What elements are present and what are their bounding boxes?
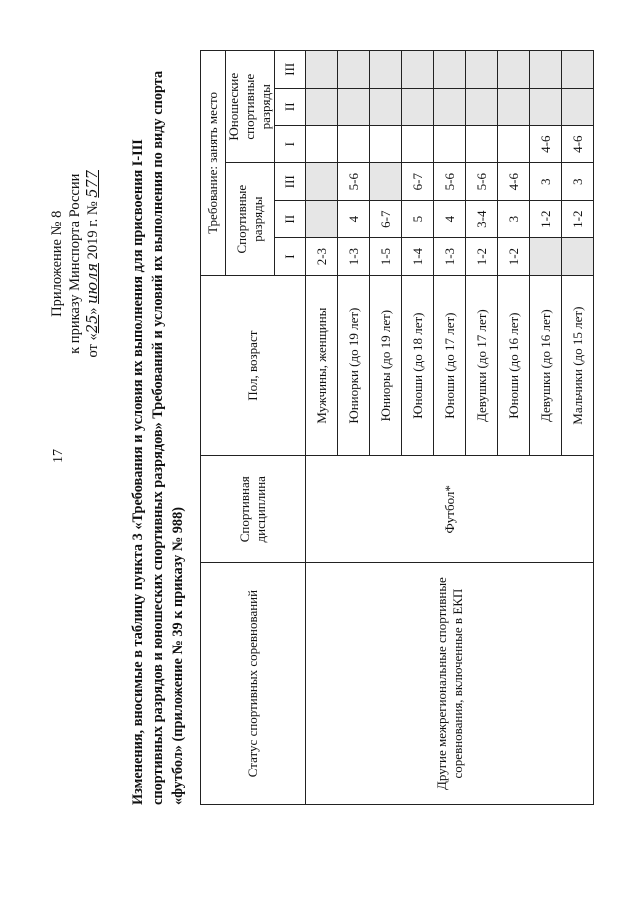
group-cell: Девушки (до 17 лет) <box>466 275 498 456</box>
rank-value-cell <box>466 88 498 125</box>
rank-value-cell <box>530 238 562 275</box>
date-mid: » <box>85 307 101 315</box>
order-number: 577 <box>85 170 101 198</box>
group-cell: Юниорки (до 19 лет) <box>338 275 370 456</box>
rank-value-cell: 2-3 <box>306 238 338 275</box>
rank-value-cell <box>530 88 562 125</box>
appendix-line-2: к приказу Минспорта России <box>67 173 83 354</box>
group-cell: Юноши (до 17 лет) <box>434 275 466 456</box>
rank-value-cell <box>498 125 530 162</box>
discipline-cell: Футбол* <box>306 456 594 563</box>
rank-value-cell: 3 <box>498 200 530 237</box>
rank-value-cell <box>306 88 338 125</box>
rank-value-cell <box>338 125 370 162</box>
rank-value-cell <box>306 51 338 89</box>
rank-value-cell: 4-6 <box>530 125 562 162</box>
header-youth-ranks: Юношеские спортивные разряды <box>226 51 275 163</box>
rank-value-cell: 5 <box>402 200 434 237</box>
rank-value-cell <box>402 125 434 162</box>
rank-value-cell: 1-2 <box>498 238 530 275</box>
group-cell: Юноши (до 16 лет) <box>498 275 530 456</box>
rank-value-cell <box>466 125 498 162</box>
header-sport-ranks: Спортивные разряды <box>226 163 275 275</box>
rank-value-cell: 5-6 <box>338 163 370 200</box>
rank-value-cell <box>434 125 466 162</box>
rank-label: I <box>275 125 306 162</box>
appendix-block <box>48 170 102 358</box>
rank-value-cell <box>306 125 338 162</box>
appendix-date-line <box>84 170 102 358</box>
rank-value-cell <box>562 51 594 89</box>
rank-label: III <box>275 163 306 200</box>
group-cell: Мужчины, женщины <box>306 275 338 456</box>
group-cell: Девушки (до 16 лет) <box>530 275 562 456</box>
rank-value-cell: 1-5 <box>370 238 402 275</box>
rank-value-cell: 4 <box>338 200 370 237</box>
group-cell: Мальчики (до 15 лет) <box>562 275 594 456</box>
rank-value-cell <box>306 200 338 237</box>
rank-value-cell: 1-4 <box>402 238 434 275</box>
rank-label: II <box>275 88 306 125</box>
rank-value-cell: 3-4 <box>466 200 498 237</box>
rank-value-cell: 4-6 <box>562 125 594 162</box>
page-number: 17 <box>51 449 66 463</box>
rank-value-cell <box>498 51 530 89</box>
document-heading: Изменения, вносимые в таблицу пункта 3 «Требования и условия их выполнения для присвоения I-III спортивных разрядов и юношеских спортивных разрядов» Требований и условий их выполнения по виду спорта «футбол» (приложение № 39 к приказу № 988) <box>130 70 186 805</box>
rank-value-cell: 4-6 <box>498 163 530 200</box>
rank-value-cell <box>562 88 594 125</box>
rank-value-cell: 1-3 <box>434 238 466 275</box>
rank-value-cell: 3 <box>562 163 594 200</box>
rank-value-cell: 5-6 <box>466 163 498 200</box>
rank-value-cell: 5-6 <box>434 163 466 200</box>
requirements-table <box>200 50 594 805</box>
date-prefix: от « <box>85 333 101 358</box>
header-requirement: Требование: занять место <box>201 51 226 276</box>
status-cell: Другие межрегиональные спортивные соревнования, включенные в ЕКП <box>306 563 594 805</box>
rank-value-cell <box>370 125 402 162</box>
rank-value-cell: 1-3 <box>338 238 370 275</box>
rank-value-cell <box>338 88 370 125</box>
rank-value-cell <box>466 51 498 89</box>
rank-value-cell <box>370 51 402 89</box>
rank-value-cell <box>434 51 466 89</box>
rank-value-cell <box>402 51 434 89</box>
rank-value-cell: 1-2 <box>562 200 594 237</box>
date-day: 25 <box>85 314 101 334</box>
rank-value-cell: 4 <box>434 200 466 237</box>
appendix-line-1: Приложение № 8 <box>49 210 65 317</box>
rank-value-cell <box>306 163 338 200</box>
date-month: июля <box>85 262 101 304</box>
rank-label: III <box>275 51 306 89</box>
group-cell: Юноши (до 18 лет) <box>402 275 434 456</box>
header-discipline: Спортивная дисциплина <box>201 456 306 563</box>
rank-value-cell <box>370 88 402 125</box>
rank-label: II <box>275 200 306 237</box>
rank-value-cell: 6-7 <box>402 163 434 200</box>
table-row <box>306 51 338 805</box>
group-cell: Юниоры (до 19 лет) <box>370 275 402 456</box>
header-status: Статус спортивных соревнований <box>201 563 306 805</box>
rank-label: I <box>275 238 306 275</box>
rank-value-cell: 1-2 <box>466 238 498 275</box>
rank-value-cell <box>338 51 370 89</box>
rank-value-cell <box>530 51 562 89</box>
rank-value-cell <box>562 238 594 275</box>
rank-value-cell <box>434 88 466 125</box>
rank-value-cell: 1-2 <box>530 200 562 237</box>
rank-value-cell: 6-7 <box>370 200 402 237</box>
header-sex-age: Пол, возраст <box>201 275 306 456</box>
rank-value-cell <box>498 88 530 125</box>
rank-value-cell <box>370 163 402 200</box>
rank-value-cell <box>402 88 434 125</box>
date-year: 2019 г. № <box>85 201 101 260</box>
rank-value-cell: 3 <box>530 163 562 200</box>
